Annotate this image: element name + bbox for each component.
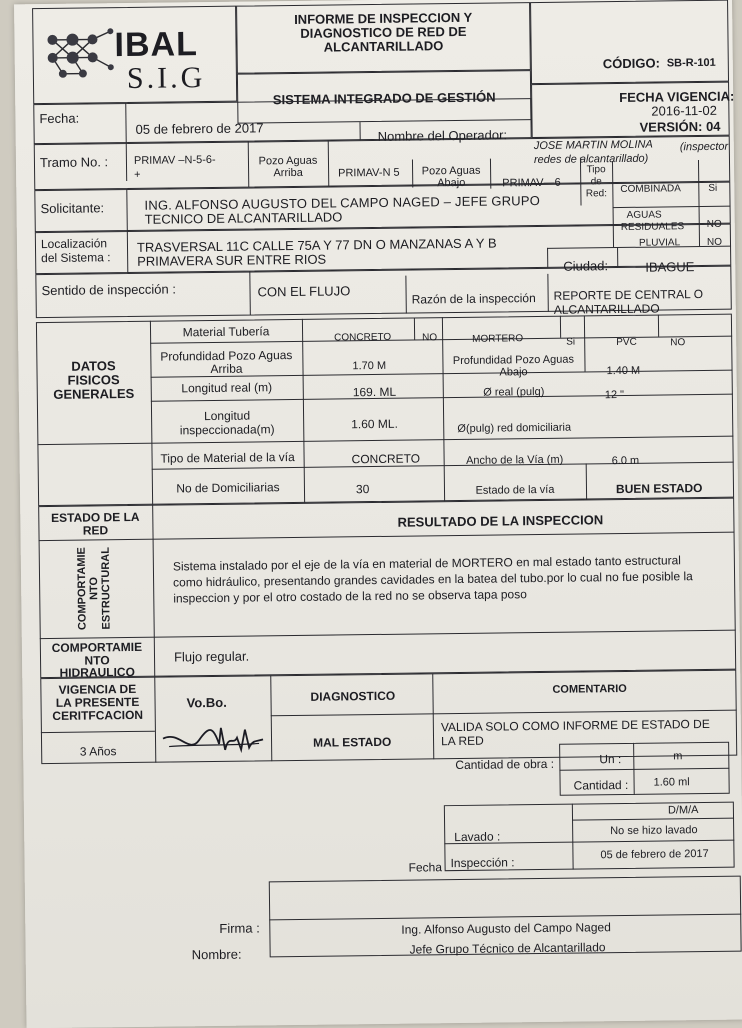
operador-label: Nombre del Operador:: [378, 128, 507, 143]
datos-label-3: GENERALES: [37, 387, 151, 401]
razon-value-2: ALCANTARILLADO: [554, 303, 660, 317]
ciudad-value: IBAGUE: [645, 260, 694, 274]
material-tuberia-label: Material Tubería: [150, 325, 302, 340]
pozo-abajo-label-2: Abajo: [412, 177, 490, 191]
form-sheet: [14, 0, 742, 1028]
operador-value-2: (inspector: [680, 141, 728, 155]
hidraulico-label-2: NTO: [40, 654, 154, 668]
pvc-value: NO: [670, 336, 685, 349]
solicitante-label: Solicitante:: [40, 201, 104, 215]
longitud-real-value: 169. ML: [353, 386, 397, 400]
logo-subtext: S.I.G: [127, 62, 206, 95]
longitud-inspeccionada-label-2: inspeccionada(m): [151, 423, 303, 438]
diagnostico-label: DIAGNOSTICO: [310, 690, 395, 704]
estado-via-value: BUEN ESTADO: [616, 482, 703, 496]
logo-text: IBAL: [114, 26, 198, 63]
datos-label-2: FISICOS: [37, 373, 151, 387]
pozo-abajo-value: PRIMAV—6: [502, 177, 561, 191]
domiciliarias-label: No de Domiciliarias: [152, 481, 304, 496]
vigencia-anos: 3 Años: [41, 745, 155, 759]
vigencia-value: 2016-11-02: [651, 104, 717, 118]
pvc-label: PVC: [616, 336, 637, 349]
tramo-value-1: PRIMAV –N-5-6-: [134, 154, 216, 168]
comentario-label: COMENTARIO: [552, 683, 627, 697]
pluvial-label: PLUVIAL: [639, 236, 680, 250]
cantidad-value: 1.60 ml: [654, 776, 690, 789]
estructural-text-3: inspeccion y por el otro costado de la red no se observa tapa poso: [173, 588, 527, 605]
ciudad-label: Ciudad:: [563, 259, 608, 273]
localizacion-label-1: Localización: [41, 237, 107, 251]
unidad-label: Un :: [599, 753, 621, 766]
sentido-label: Sentido de inspección :: [41, 282, 176, 297]
mortero-value: Si: [566, 336, 575, 349]
vigencia-label-2: LA PRESENTE: [40, 696, 154, 710]
estructural-label: [76, 540, 115, 636]
report-title-line-3: ALCANTARILLADO: [236, 38, 530, 55]
firma-label: Firma :: [219, 921, 260, 934]
pozo-abajo-label-1: Pozo Aguas: [412, 165, 490, 179]
header-code-cell: [530, 0, 729, 84]
codigo-label: CÓDIGO:: [603, 57, 660, 71]
pozo-arriba-label-1: Pozo Aguas: [248, 155, 328, 169]
tramo-label: Tramo No. :: [40, 155, 108, 169]
report-title-line-2: DIAGNOSTICO DE RED DE: [236, 24, 530, 41]
prof-arriba-label-1: Profundidad Pozo Aguas: [150, 349, 302, 364]
tramo-value-2: +: [134, 169, 141, 182]
vobo-signature: [159, 719, 267, 760]
pozo-arriba-value: PRIMAV-N 5: [338, 167, 400, 181]
prof-arriba-value: 1.70 M: [352, 360, 386, 373]
cantidad-label: Cantidad :: [574, 779, 629, 793]
diametro-real-value: 12 ": [605, 389, 624, 402]
resultado-title: RESULTADO DE LA INSPECCION: [350, 513, 650, 530]
fecha-obra-label: Fecha: [409, 861, 443, 874]
concreto-label: CONCRETO: [334, 331, 391, 345]
diagnostico-value: MAL ESTADO: [313, 736, 391, 750]
ancho-via-value: 6.0 m: [612, 455, 640, 468]
localizacion-line-1: TRASVERSAL 11C CALLE 75A Y 77 DN O MANZANAS A Y B: [137, 237, 497, 254]
solicitante-line-1: ING. ALFONSO AUGUSTO DEL CAMPO NAGED – JEFE GRUPO: [144, 194, 540, 212]
prof-abajo-label-1: Profundidad Pozo Aguas: [442, 353, 584, 368]
hidraulico-text: Flujo regular.: [174, 650, 249, 664]
vobo-label: Vo.Bo.: [186, 696, 226, 709]
operador-value-3: redes de alcantarillado): [534, 153, 649, 167]
tipo-via-value: CONCRETO: [352, 452, 421, 466]
razon-label: Razón de la inspección: [412, 292, 536, 307]
firmante-cargo: Jefe Grupo Técnico de Alcantarillado: [410, 941, 606, 956]
tipo-red-label-2: de: [582, 175, 610, 188]
vigencia-label-1: VIGENCIA DE: [40, 683, 154, 697]
estructural-text-2: como hidráulico, presentando grandes cavidades en la batea del tubo.por lo cual no fue posible la: [173, 570, 693, 589]
report-title-line-1: INFORME DE INSPECCION Y: [236, 10, 530, 27]
cantidad-obra-label: Cantidad de obra :: [455, 758, 554, 772]
hidraulico-label-3: HIDRAULICO: [40, 666, 154, 680]
aguas-residuales-value: NO: [707, 218, 722, 231]
fecha-label: Fecha:: [39, 112, 79, 125]
sentido-value: CON EL FLUJO: [257, 284, 350, 298]
nombre-label: Nombre:: [192, 948, 242, 962]
domiciliarias-value: 30: [356, 483, 370, 496]
pozo-arriba-label-2: Arriba: [248, 167, 328, 181]
concreto-value: NO: [422, 331, 437, 344]
mortero-label: MORTERO: [472, 332, 523, 346]
system-name: SISTEMA INTEGRADO DE GESTIÓN: [237, 90, 531, 107]
tipo-red-label-1: Tipo: [582, 163, 610, 176]
operador-value-1: JOSE MARTIN MOLINA: [534, 139, 653, 153]
estructural-label-2: NTO: [88, 540, 101, 636]
fecha-value: 05 de febrero de 2017: [135, 121, 263, 136]
longitud-inspeccionada-label-1: Longitud: [151, 409, 303, 424]
comentario-value-2: LA RED: [441, 735, 484, 749]
estructural-text-1: Sistema instalado por el eje de la vía en material de MORTERO en mal estado tanto estructural: [173, 554, 681, 573]
lavado-value: No se hizo lavado: [610, 824, 698, 838]
comentario-value-1: VALIDA SOLO COMO INFORME DE ESTADO DE: [441, 718, 710, 734]
inspeccion-label: Inspección :: [450, 856, 514, 870]
vigencia-label-3: CERITFCACION: [41, 709, 155, 723]
localizacion-line-2: PRIMAVERA SUR ENTRE RIOS: [137, 253, 326, 268]
vigencia-label: FECHA VIGENCIA:: [619, 90, 734, 104]
razon-value-1: REPORTE DE CENTRAL O: [554, 288, 704, 303]
prof-arriba-label-2: Arriba: [150, 362, 302, 377]
tipo-red-label-3: Red:: [582, 187, 610, 200]
solicitante-line-2: TECNICO DE ALCANTARILLADO: [145, 210, 343, 225]
hidraulico-label-1: COMPORTAMIE: [40, 641, 154, 655]
combinada-label: COMBINADA: [620, 182, 681, 196]
combinada-value: Si: [708, 182, 717, 195]
unidad-value: m: [673, 750, 682, 763]
diametro-real-label: Ø real (pulg): [443, 385, 585, 400]
localizacion-label-2: del Sistema :: [41, 251, 111, 265]
inspeccion-value: 05 de febrero de 2017: [600, 848, 708, 862]
diametro-domiciliaria-label: Ø(pulg) red domiciliaria: [443, 421, 585, 436]
codigo-value: SB-R-101: [667, 57, 716, 71]
estructural-label-3: ESTRUCTURAL: [100, 540, 113, 636]
lavado-label: Lavado :: [454, 831, 500, 845]
longitud-real-label: Longitud real (m): [151, 381, 303, 396]
firmante-nombre: Ing. Alfonso Augusto del Campo Naged: [401, 921, 611, 937]
longitud-inspeccionada-value: 1.60 ML.: [351, 418, 398, 432]
ancho-via-label: Ancho de la Vía (m): [444, 453, 586, 468]
estado-red-label-2: RED: [38, 524, 152, 538]
tipo-via-label: Tipo de Material de la vía: [152, 451, 304, 466]
aguas-residuales-label-2: RESIDUALES: [621, 220, 685, 234]
estado-red-label-1: ESTADO DE LA: [38, 511, 152, 525]
dma-label: D/M/A: [668, 804, 699, 817]
pluvial-value: NO: [707, 236, 722, 249]
estado-via-label: Estado de la vía: [444, 483, 586, 498]
prof-abajo-label-2: Abajo: [442, 365, 584, 380]
logo-molecule-icon: [42, 23, 119, 86]
aguas-residuales-label-1: AGUAS: [627, 208, 662, 221]
version-label: VERSIÓN: 04: [639, 120, 720, 134]
datos-label-1: DATOS: [36, 359, 150, 373]
prof-abajo-value: 1.40 M: [606, 365, 640, 378]
estructural-label-1: COMPORTAMIE: [76, 541, 89, 637]
